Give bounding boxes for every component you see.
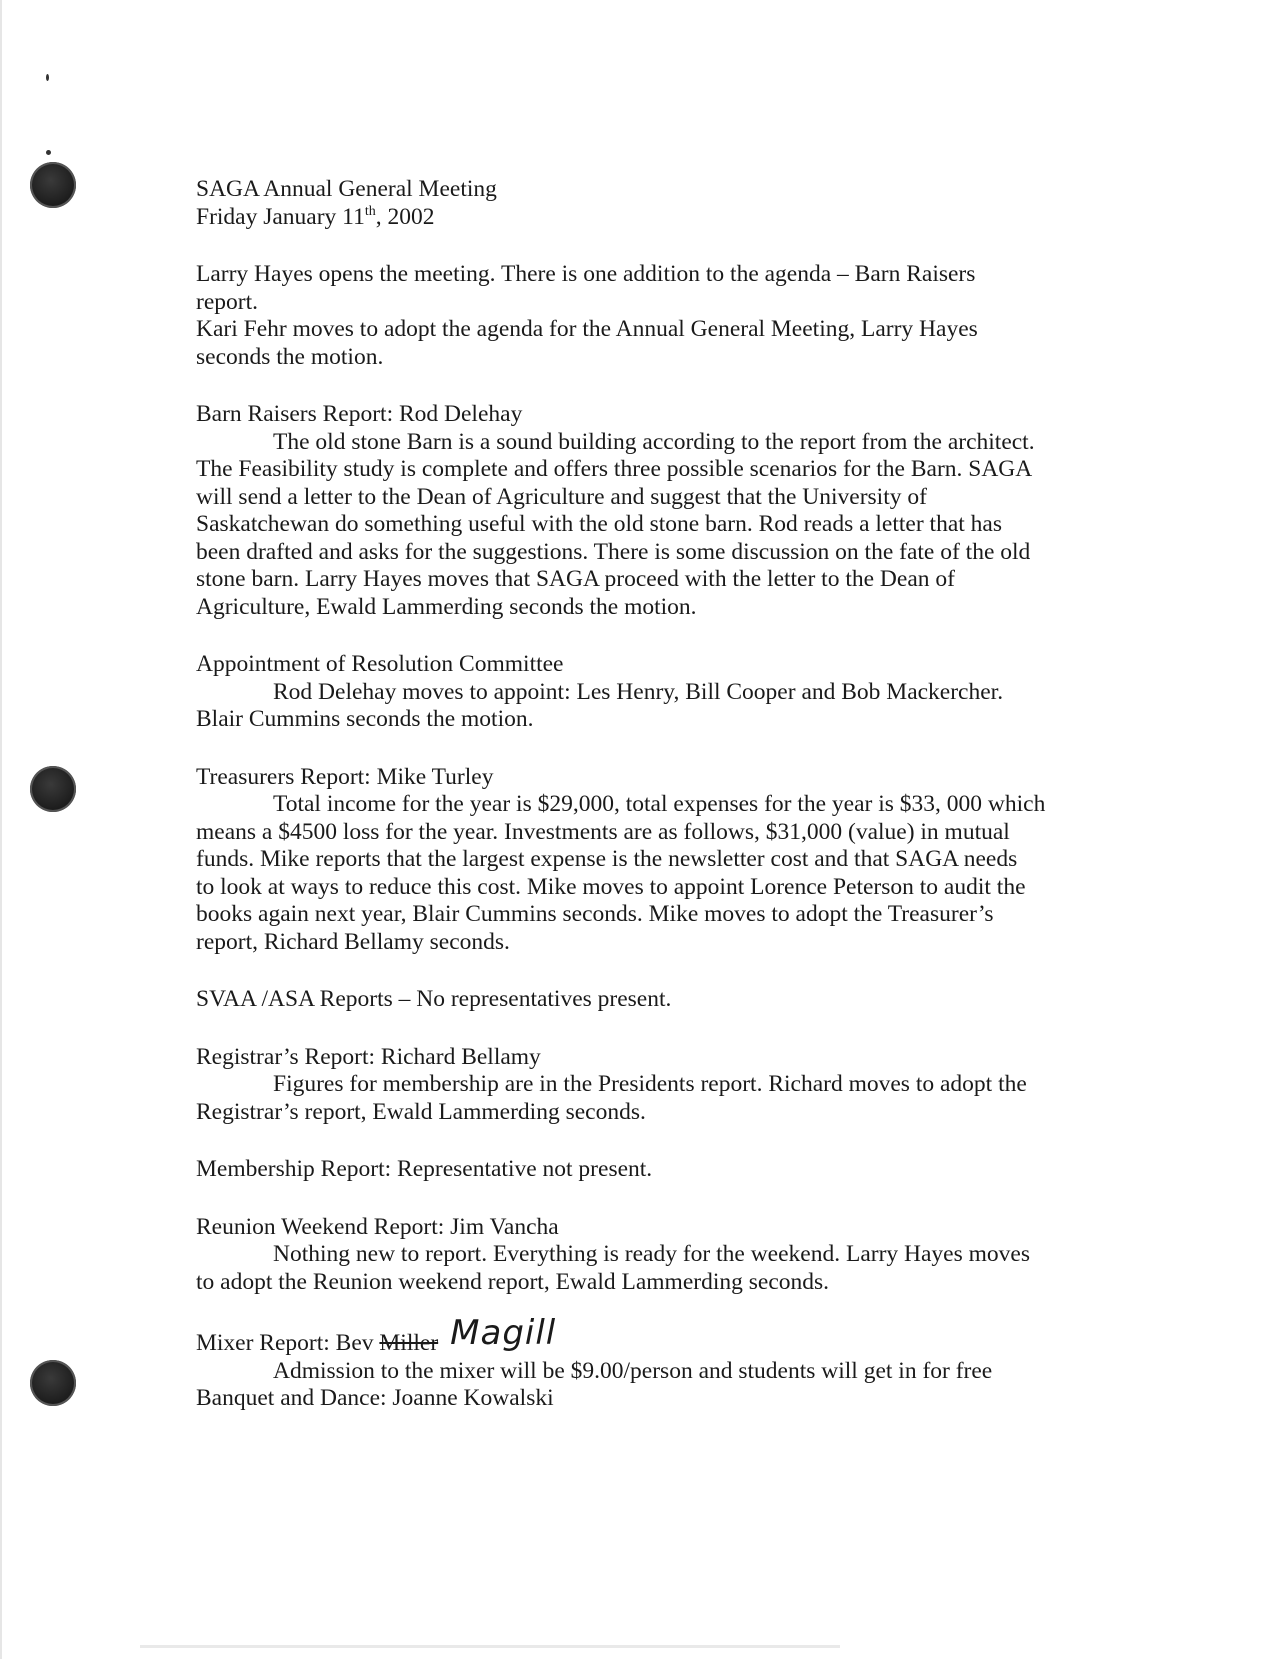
opening-line: report. bbox=[196, 288, 258, 315]
paragraph-line: Total income for the year is $29,000, total expenses for the year is $33, 000 which bbox=[273, 791, 1046, 817]
paragraph-line: The Feasibility study is complete and offers three possible scenarios for the Barn. SAGA bbox=[196, 456, 1033, 482]
struck-name: Miller bbox=[379, 1330, 439, 1356]
document-title: SAGA Annual General Meeting bbox=[196, 176, 497, 202]
section-heading-resolution: Appointment of Resolution Committee bbox=[196, 651, 564, 677]
paragraph-line: report, Richard Bellamy seconds. bbox=[196, 928, 510, 955]
paragraph-line: will send a letter to the Dean of Agriculture and suggest that the University of bbox=[196, 483, 927, 510]
handwritten-correction: Magill bbox=[450, 1313, 557, 1353]
opening-line: Larry Hayes opens the meeting. There is one addition to the agenda – Barn Raisers bbox=[196, 261, 976, 287]
paragraph-line: means a $4500 loss for the year. Investments are as follows, $31,000 (value) in mutual bbox=[196, 818, 1010, 845]
page-edge-shadow bbox=[0, 0, 2, 1659]
paragraph-line: Registrar’s report, Ewald Lammerding seconds. bbox=[196, 1098, 646, 1125]
scan-edge-smudge bbox=[140, 1645, 840, 1648]
section-heading-membership: Membership Report: Representative not present. bbox=[196, 1156, 653, 1182]
section-heading-reunion: Reunion Weekend Report: Jim Vancha bbox=[196, 1213, 559, 1240]
opening-line: Kari Fehr moves to adopt the agenda for the Annual General Meeting, Larry Hayes bbox=[196, 316, 978, 342]
scan-speck bbox=[46, 150, 51, 155]
paragraph-line: Saskatchewan do something useful with the old stone barn. Rod reads a letter that has bbox=[196, 511, 1002, 537]
punch-hole-middle bbox=[30, 766, 76, 812]
paragraph-line: Agriculture, Ewald Lammerding seconds the motion. bbox=[196, 593, 697, 620]
scan-speck bbox=[46, 74, 49, 81]
meeting-date: Friday January 11th, 2002 bbox=[196, 203, 435, 230]
section-heading-barn-raisers: Barn Raisers Report: Rod Delehay bbox=[196, 401, 523, 427]
paragraph-line: Rod Delehay moves to appoint: Les Henry, Bill Cooper and Bob Mackercher. bbox=[273, 678, 1004, 705]
paragraph-line: Blair Cummins seconds the motion. bbox=[196, 706, 534, 732]
paragraph-line: to adopt the Reunion weekend report, Ewald Lammerding seconds. bbox=[196, 1268, 830, 1295]
meeting-minutes bbox=[196, 176, 1116, 1413]
section-heading-banquet: Banquet and Dance: Joanne Kowalski bbox=[196, 1385, 554, 1411]
section-heading-registrar: Registrar’s Report: Richard Bellamy bbox=[196, 1043, 541, 1070]
paragraph-line: stone barn. Larry Hayes moves that SAGA proceed with the letter to the Dean of bbox=[196, 566, 955, 592]
paragraph-line: funds. Mike reports that the largest expense is the newsletter cost and that SAGA needs bbox=[196, 846, 1018, 872]
section-heading-treasurer: Treasurers Report: Mike Turley bbox=[196, 763, 494, 790]
section-heading-mixer: Mixer Report: Bev Miller Magill bbox=[196, 1313, 557, 1356]
paragraph-line: been drafted and asks for the suggestions. There is some discussion on the fate of the old bbox=[196, 538, 1031, 565]
paragraph-line: The old stone Barn is a sound building according to the report from the architect. bbox=[273, 428, 1035, 455]
paragraph-line: Figures for membership are in the Presidents report. Richard moves to adopt the bbox=[273, 1071, 1027, 1097]
punch-hole-bottom bbox=[30, 1360, 76, 1406]
opening-line: seconds the motion. bbox=[196, 343, 384, 370]
paragraph-line: Nothing new to report. Everything is ready for the weekend. Larry Hayes moves bbox=[273, 1241, 1030, 1267]
paragraph-line: books again next year, Blair Cummins seconds. Mike moves to adopt the Treasurer’s bbox=[196, 901, 994, 927]
section-heading-svaa: SVAA /ASA Reports – No representatives present. bbox=[196, 986, 672, 1012]
punch-hole-top bbox=[30, 162, 76, 208]
paragraph-line: to look at ways to reduce this cost. Mike moves to appoint Lorence Peterson to audit the bbox=[196, 873, 1026, 900]
paragraph-line: Admission to the mixer will be $9.00/person and students will get in for free bbox=[273, 1357, 993, 1384]
